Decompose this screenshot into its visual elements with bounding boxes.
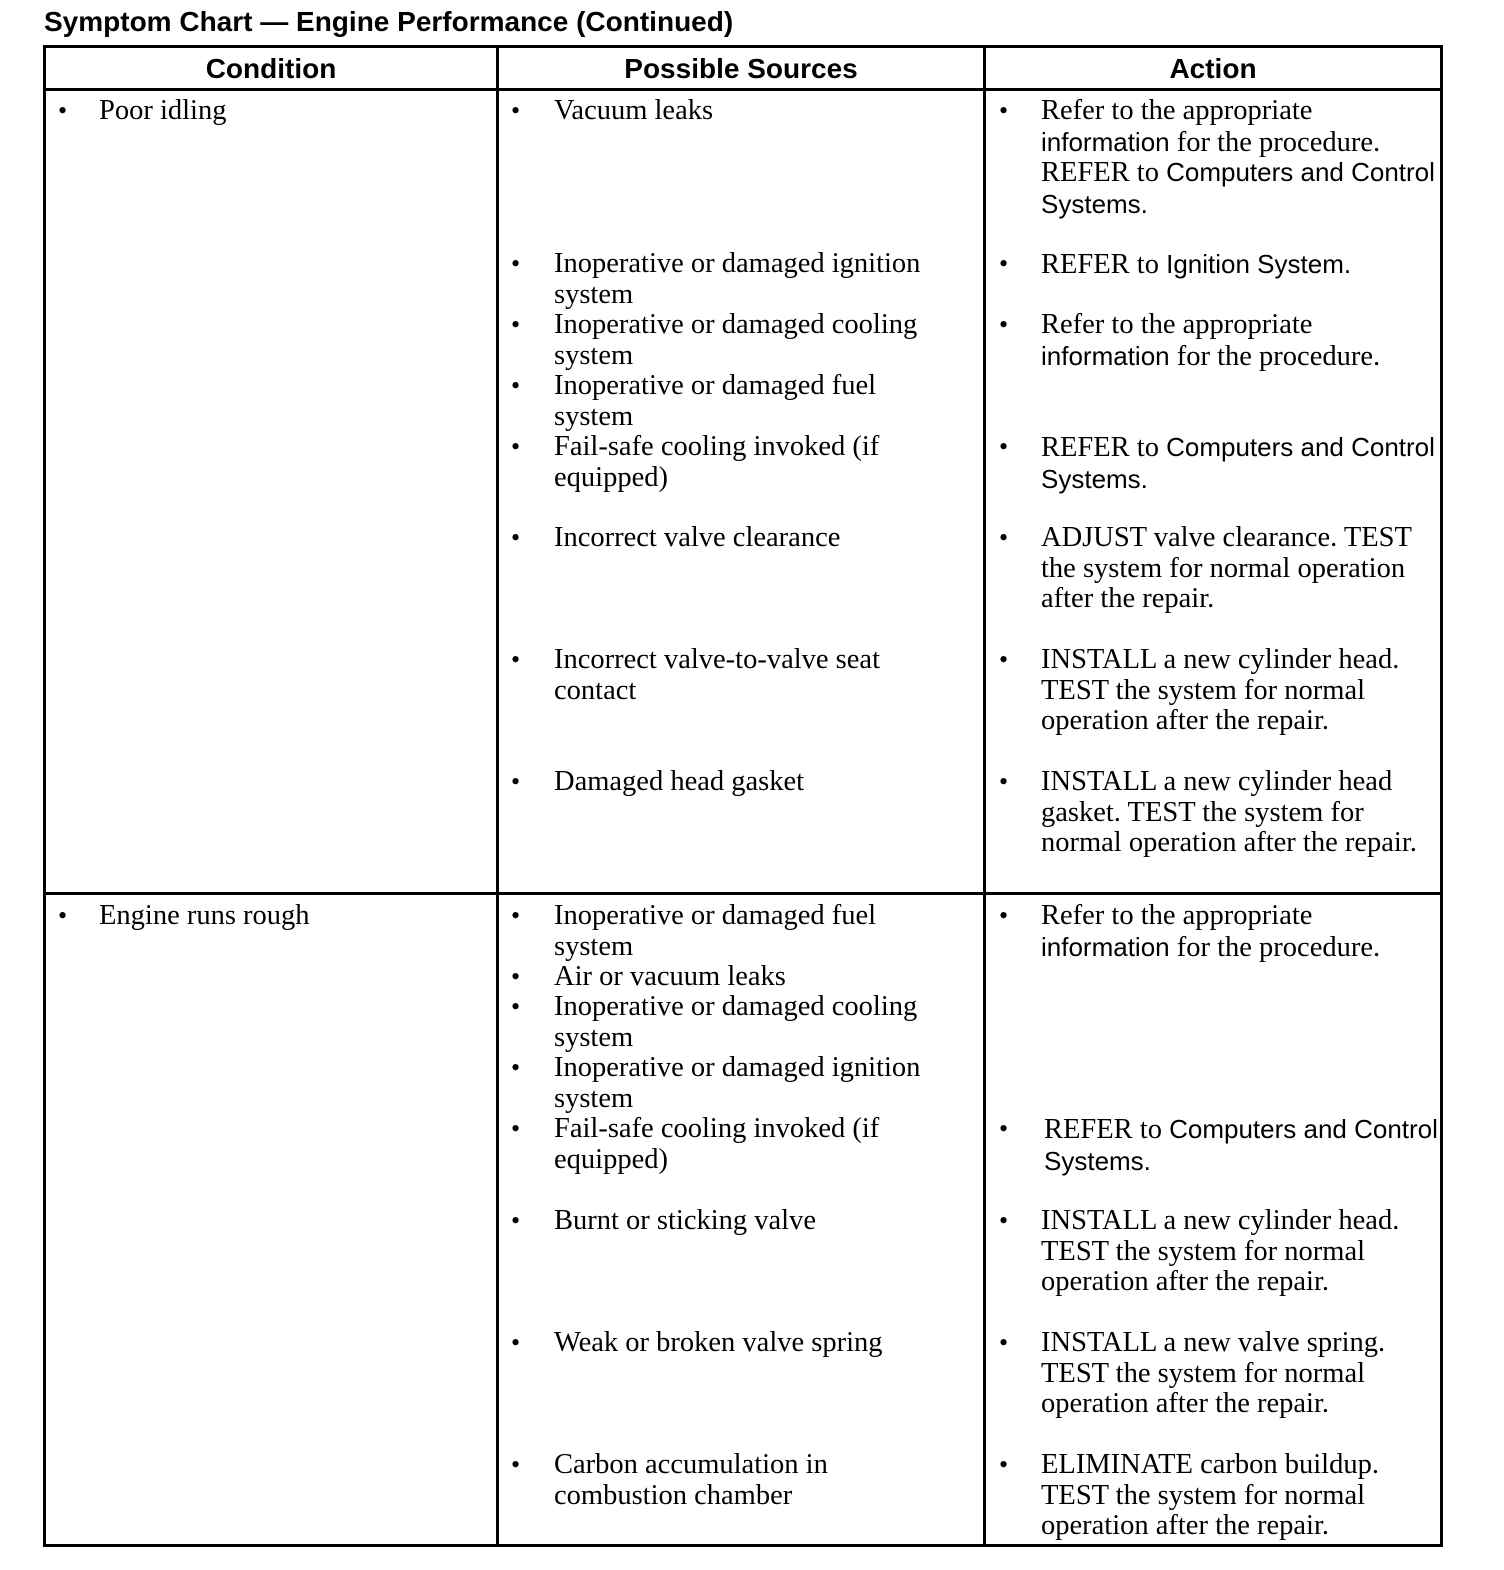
source-item: Air or vacuum leaks — [554, 961, 786, 992]
bullet: • — [511, 249, 521, 278]
action-item: INSTALL a new cylinder head gasket. TEST the system for normal operation after the repair. — [1041, 766, 1417, 858]
bullet: • — [58, 901, 68, 930]
source-item: Inoperative or damaged fuel system — [554, 370, 877, 432]
header-action: Action — [1169, 53, 1257, 84]
bullet: • — [999, 1450, 1009, 1479]
table-left-border — [43, 45, 46, 1547]
action-item: ADJUST valve clearance. TEST the system for normal operation after the repair. — [1041, 522, 1412, 614]
bullet: • — [999, 767, 1009, 796]
source-item: Carbon accumulation in combustion chamber — [554, 1449, 828, 1511]
source-item: Inoperative or damaged ignition system — [554, 1052, 921, 1114]
bullet: • — [511, 1053, 521, 1082]
action-item: INSTALL a new valve spring. TEST the system for normal operation after the repair. — [1041, 1327, 1386, 1419]
source-item: Incorrect valve clearance — [554, 522, 841, 553]
source-item: Damaged head gasket — [554, 766, 805, 797]
bullet: • — [511, 645, 521, 674]
action-item: REFER to Computers and Control Systems. — [1041, 157, 1435, 219]
bullet: • — [511, 1450, 521, 1479]
source-item: Fail-safe cooling invoked (if equipped) — [554, 431, 880, 493]
source-item: Inoperative or damaged fuel system — [554, 900, 877, 962]
source-item: Vacuum leaks — [554, 95, 714, 126]
source-item: Burnt or sticking valve — [554, 1205, 816, 1236]
bullet: • — [511, 962, 521, 991]
source-item: Inoperative or damaged ignition system — [554, 248, 921, 310]
bullet: • — [511, 1206, 521, 1235]
bullet: • — [58, 96, 68, 125]
bullet: • — [511, 901, 521, 930]
source-item: Inoperative or damaged cooling system — [554, 309, 918, 371]
bullet: • — [999, 310, 1009, 339]
source-item: Weak or broken valve spring — [554, 1327, 883, 1358]
action-item: Refer to the appropriate information for the procedure. — [1041, 900, 1381, 963]
row-divider — [43, 892, 1443, 895]
source-item: Fail-safe cooling invoked (if equipped) — [554, 1113, 880, 1175]
bullet: • — [511, 96, 521, 125]
bullet: • — [999, 432, 1009, 461]
bullet: • — [999, 901, 1009, 930]
bullet: • — [511, 432, 521, 461]
action-item: ELIMINATE carbon buildup. TEST the system for normal operation after the repair. — [1041, 1449, 1379, 1541]
table-right-border — [1440, 45, 1443, 1547]
action-item: Refer to the appropriate information for the procedure. — [1041, 309, 1381, 372]
action-item: Refer to the appropriate information for the procedure. — [1041, 95, 1381, 158]
bullet: • — [999, 249, 1009, 278]
bullet: • — [511, 1114, 521, 1143]
action-item: REFER to Ignition System. — [1041, 249, 1352, 280]
table-bottom-border — [43, 1544, 1443, 1547]
bullet: • — [511, 371, 521, 400]
action-item: REFER to Computers and Control Systems. — [1044, 1114, 1438, 1176]
source-item: Incorrect valve-to-valve seat contact — [554, 644, 880, 706]
bullet: • — [511, 310, 521, 339]
bullet: • — [999, 1328, 1009, 1357]
bullet: • — [999, 645, 1009, 674]
bullet: • — [999, 1114, 1009, 1143]
action-item: INSTALL a new cylinder head. TEST the system for normal operation after the repair. — [1041, 1205, 1400, 1297]
bullet: • — [999, 523, 1009, 552]
chart-title: Symptom Chart — Engine Performance (Continued) — [44, 6, 734, 37]
condition-cell: Poor idling — [99, 95, 227, 126]
bullet: • — [511, 523, 521, 552]
action-item: REFER to Computers and Control Systems. — [1041, 432, 1435, 494]
bullet: • — [999, 1206, 1009, 1235]
bullet: • — [511, 1328, 521, 1357]
source-item: Inoperative or damaged cooling system — [554, 991, 918, 1053]
action-item: INSTALL a new cylinder head. TEST the system for normal operation after the repair. — [1041, 644, 1400, 736]
bullet: • — [511, 992, 521, 1021]
header-condition: Condition — [205, 53, 337, 84]
condition-cell: Engine runs rough — [99, 900, 310, 931]
header-possible-sources: Possible Sources — [624, 53, 858, 84]
bullet: • — [999, 96, 1009, 125]
column-divider-2 — [983, 45, 986, 1547]
bullet: • — [511, 767, 521, 796]
column-divider-1 — [496, 45, 499, 1547]
